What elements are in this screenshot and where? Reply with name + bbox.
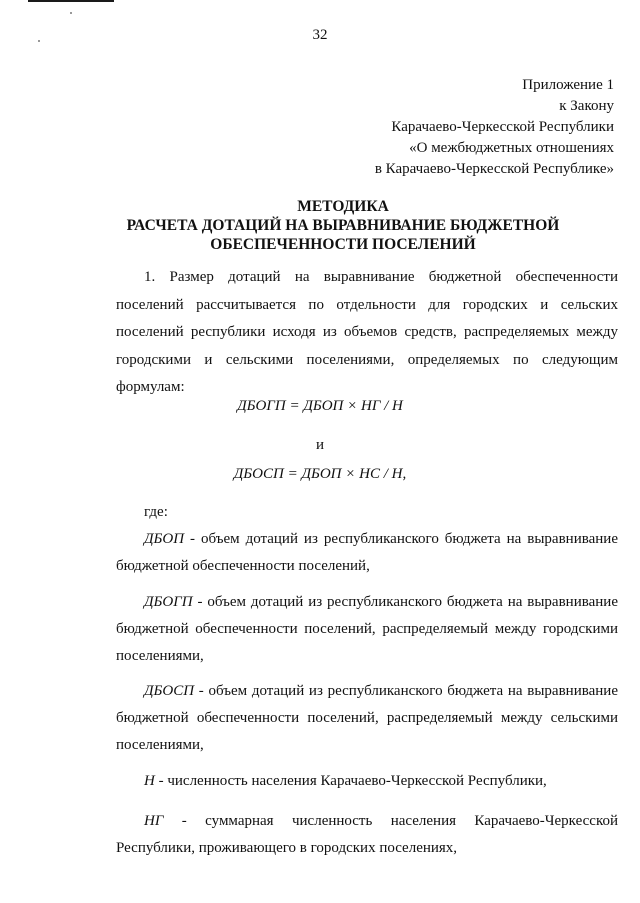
- definition-term: ДБОП: [144, 531, 185, 547]
- paragraph-line: 1. Размер дотаций на выравнивание бюджетной обеспеченности: [144, 269, 618, 285]
- formula-dbogp: [0, 398, 640, 415]
- formula-connector: и: [315, 437, 325, 453]
- definition-text: - суммарная численность населения Карачаево-Черкесской: [163, 813, 618, 829]
- definition-dbop: [116, 526, 618, 580]
- definition-line: [116, 526, 618, 553]
- title-line: РАСЧЕТА ДОТАЦИЙ НА ВЫРАВНИВАНИЕ БЮДЖЕТНОЙ: [126, 217, 560, 234]
- definition-line: бюджетной обеспеченности поселений, распределяемый между городскими: [116, 621, 618, 637]
- definition-line: поселениями,: [116, 648, 204, 664]
- appendix-line: Приложение 1: [522, 77, 614, 93]
- appendix-line: в Карачаево-Черкесской Республике»: [374, 161, 614, 177]
- scan-artifact: [0, 0, 120, 6]
- formula-text: ДБОСП = ДБОП × НС / Н,: [233, 466, 407, 482]
- title-line: ОБЕСПЕЧЕННОСТИ ПОСЕЛЕНИЙ: [210, 236, 476, 253]
- page-number: 32: [312, 27, 328, 43]
- definition-term: ДБОГП: [144, 594, 193, 610]
- definition-dbosp: [116, 678, 618, 759]
- paragraph-line: поселений республики исходя из объемов средств, распределяемых между: [116, 324, 618, 340]
- scan-dot: [70, 12, 72, 14]
- definition-line: [116, 808, 618, 835]
- where-label: где:: [144, 504, 168, 520]
- document-title: [100, 197, 586, 254]
- definition-line: [116, 678, 618, 705]
- definition-term: Н: [144, 773, 155, 789]
- definition-line: Республики, проживающего в городских поселениях,: [116, 840, 458, 856]
- paragraph-line: формулам:: [116, 379, 185, 395]
- paragraph-1: [116, 264, 618, 402]
- appendix-line: Карачаево-Черкесской Республики: [391, 119, 614, 135]
- definition-ng: [116, 808, 618, 862]
- scan-bar: [28, 0, 114, 2]
- definition-line: бюджетной обеспеченности поселений, распределяемый между сельскими: [116, 710, 618, 726]
- definition-dbogp: [116, 589, 618, 670]
- definition-text: - объем дотаций из республиканского бюджета на выравнивание: [184, 531, 618, 547]
- formula-dbosp: [0, 466, 640, 483]
- definition-n: [116, 768, 618, 795]
- title-line: МЕТОДИКА: [297, 198, 389, 215]
- definition-line: [116, 768, 618, 795]
- definition-term: ДБОСП: [144, 683, 195, 699]
- formula-text: ДБОГП = ДБОП × НГ / Н: [237, 398, 403, 414]
- definition-line: бюджетной обеспеченности поселений,: [116, 558, 370, 574]
- definition-text: - численность населения Карачаево-Черкесской Республики,: [154, 773, 547, 789]
- paragraph-line: городскими и сельскими поселениями, определяемых по следующим: [116, 351, 618, 368]
- appendix-line: «О межбюджетных отношениях: [409, 140, 614, 156]
- paragraph-line: поселений рассчитывается по отдельности для городских и сельских: [116, 296, 618, 313]
- definition-line: [116, 589, 618, 616]
- appendix-line: к Закону: [559, 98, 614, 114]
- definition-text: - объем дотаций из республиканского бюджета на выравнивание: [194, 683, 618, 699]
- definition-line: поселениями,: [116, 737, 204, 753]
- appendix-header: [375, 75, 614, 180]
- definition-term: НГ: [144, 813, 164, 829]
- definition-text: - объем дотаций из республиканского бюджета на выравнивание: [192, 594, 618, 610]
